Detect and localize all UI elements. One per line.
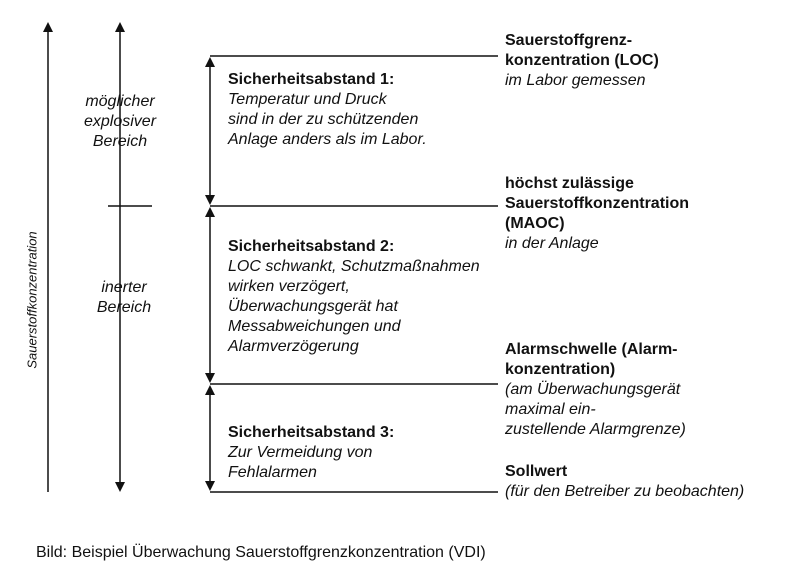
safety-margin-line: Zur Vermeidung von	[228, 444, 373, 461]
safety-margin-title: Sicherheitsabstand 2:	[228, 238, 395, 255]
safety-margin-line: LOC schwankt, Schutzmaßnahmen	[228, 258, 480, 275]
safety-margin-3	[228, 423, 394, 483]
level-alarm-label	[505, 340, 686, 440]
safety-margin-line: Messabweichungen und	[228, 318, 401, 335]
level-bold-line: Sauerstoffgrenz-	[505, 32, 633, 49]
safety-margin-title: Sicherheitsabstand 1:	[228, 71, 395, 88]
level-bold-line: Alarmschwelle (Alarm-	[505, 341, 678, 358]
level-italic-line: in der Anlage	[505, 235, 599, 252]
level-bold-line: (MAOC)	[505, 215, 565, 232]
figure-caption: Bild: Beispiel Überwachung Sauerstoffgrenzkonzentration (VDI)	[36, 544, 486, 561]
level-italic-line: maximal ein-	[505, 401, 596, 418]
safety-margin-line: Alarmverzögerung	[228, 338, 359, 355]
region-explosive-line: möglicher	[85, 93, 155, 110]
safety-margin-line: Fehlalarmen	[228, 464, 317, 481]
safety-margin-2	[228, 237, 480, 357]
level-bold-line: höchst zulässige	[505, 175, 634, 192]
safety-margin-line: Anlage anders als im Labor.	[228, 131, 427, 148]
level-italic-line: (am Überwachungsgerät	[505, 381, 681, 398]
safety-margin-line: sind in der zu schützenden	[228, 111, 419, 128]
level-italic-line: (für den Betreiber zu beobachten)	[505, 483, 745, 500]
safety-margin-line: Temperatur und Druck	[228, 91, 387, 108]
region-explosive-label	[72, 92, 168, 152]
level-bold-line: Sauerstoffkonzentration	[505, 195, 690, 212]
region-inert-line: inerter	[101, 279, 147, 296]
safety-margin-line: Überwachungsgerät hat	[228, 298, 398, 315]
safety-margin-1	[228, 70, 427, 150]
level-bold-line: konzentration (LOC)	[505, 52, 659, 69]
axis-label: Sauerstoffkonzentration	[24, 231, 40, 369]
region-explosive-line: explosiver	[83, 113, 157, 130]
level-bold-line: Sollwert	[505, 463, 568, 480]
region-inert-line: Bereich	[96, 299, 152, 316]
level-setpoint-label	[505, 462, 744, 502]
level-italic-line: im Labor gemessen	[505, 72, 646, 89]
region-explosive-line: Bereich	[92, 133, 148, 150]
level-bold-line: konzentration)	[505, 361, 616, 378]
region-inert-label	[76, 278, 172, 318]
level-italic-line: zustellende Alarmgrenze)	[505, 421, 686, 438]
safety-margin-line: wirken verzögert,	[228, 278, 350, 295]
safety-margin-title: Sicherheitsabstand 3:	[228, 424, 395, 441]
level-loc-label	[505, 31, 659, 91]
level-maoc-label	[505, 174, 689, 254]
